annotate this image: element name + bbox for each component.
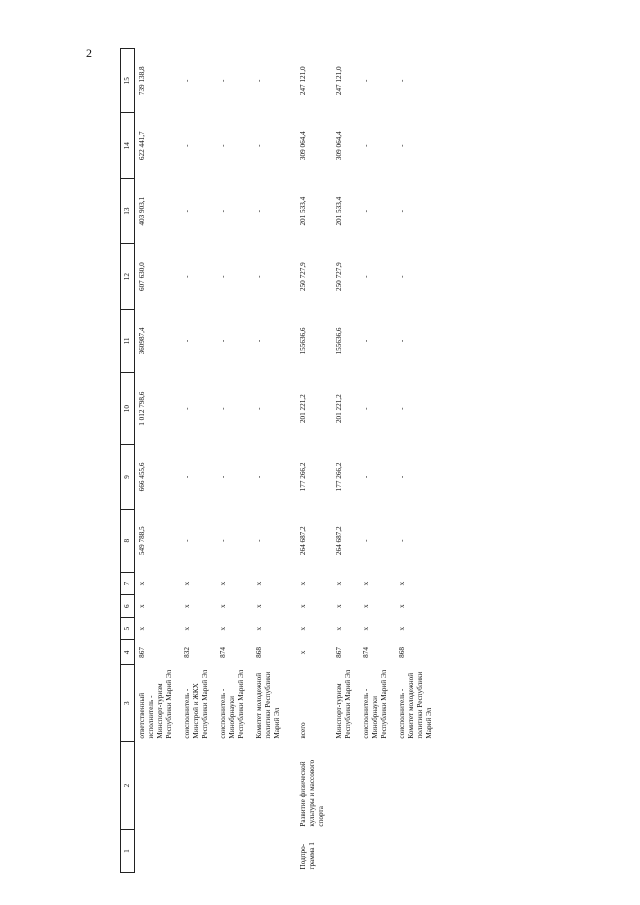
value-cell: - [219,79,227,82]
code-cell: х [255,626,263,631]
value-cell: - [255,339,263,343]
column-number: 5 [121,617,135,640]
value-cell: - [219,275,227,278]
code-cell: х [138,604,146,608]
executor-cell: соисполнитель - Комитет молодежной политики Республики Марий Эл [398,671,433,739]
value-cell: - [219,144,227,147]
value-cell: - [183,275,191,278]
code-cell: х [335,626,343,631]
value-cell: - [255,539,263,542]
table-row [332,49,359,873]
value-cell: 247 121,0 [299,66,307,96]
column-number-row [121,49,135,873]
value-cell: 309 064,4 [299,131,307,161]
value-cell: - [398,539,406,542]
column-number: 3 [121,665,135,742]
value-cell: - [398,475,406,479]
table-row [395,49,440,873]
code-cell: х [299,581,307,586]
value-cell: - [183,475,191,479]
value-cell: - [219,539,227,542]
table-row [216,49,252,873]
value-cell: - [362,209,370,213]
value-cell: 177 266,2 [299,462,307,492]
code-cell: х [183,581,191,586]
title-cell [252,742,296,830]
title-cell: Развитие физической культуры и массового спорта [299,759,325,827]
value-cell: - [255,144,263,147]
value-cell: 155636,6 [335,327,343,355]
value-cell: 201 533,4 [299,196,307,226]
code-cell: х [138,581,146,586]
program-cell [180,830,216,873]
value-cell: - [183,339,191,343]
budget-table [120,48,440,873]
program-cell: Подпро-грамма 1 [299,842,316,870]
value-cell: - [362,79,370,82]
program-cell [135,830,181,873]
value-cell: - [362,144,370,147]
code-cell: х [398,604,406,608]
value-cell: 739 138,8 [138,66,146,96]
code-cell: х [255,604,263,608]
column-number: 8 [121,509,135,572]
title-cell [332,742,359,830]
code-cell: х [362,626,370,631]
column-number: 4 [121,640,135,665]
table-row [252,49,296,873]
value-cell: 549 788,5 [138,526,146,556]
column-number: 14 [121,113,135,178]
code-cell: х [299,650,307,655]
column-number: 12 [121,244,135,309]
code-cell: х [362,604,370,608]
column-number: 11 [121,309,135,372]
code-cell: х [335,604,343,608]
value-cell: - [398,339,406,343]
value-cell: 155636,6 [299,327,307,355]
value-cell: - [255,407,263,410]
executor-cell: ответственный исполнитель - Минспорт-туризм Республики Марий Эл [138,669,173,739]
code-cell: 867 [335,647,343,658]
value-cell: - [219,475,227,479]
program-cell [216,830,252,873]
value-cell: - [219,209,227,213]
value-cell: 264 687,2 [299,526,307,556]
value-cell: - [362,539,370,542]
executor-cell: всего [299,722,307,739]
code-cell: х [138,626,146,631]
code-cell: 867 [138,647,146,658]
value-cell: - [398,407,406,410]
code-cell: х [219,626,227,631]
program-cell [252,830,296,873]
code-cell: 868 [255,647,263,658]
code-cell: х [398,626,406,631]
executor-cell: Комитет молодежной политики Республики Марий Эл [255,671,281,739]
code-cell: х [219,604,227,608]
code-cell: х [299,626,307,631]
value-cell: 403 903,1 [138,196,146,226]
value-cell: 247 121,0 [335,66,343,96]
code-cell: х [183,626,191,631]
code-cell: 874 [362,647,370,658]
value-cell: 201 533,4 [335,196,343,226]
code-cell: х [335,581,343,586]
value-cell: 201 221,2 [299,394,307,424]
value-cell: 250 727,9 [299,262,307,291]
value-cell: 607 630,0 [138,262,146,291]
value-cell: - [362,339,370,343]
executor-cell: соисполнитель - Минобрнауки Республики Марий Эл [362,669,388,739]
value-cell: - [398,275,406,278]
executor-cell: соисполнитель - Минстрой и ЖКХ Республики Марий Эл [183,669,209,739]
value-cell: 264 687,2 [335,526,343,556]
title-cell [216,742,252,830]
value-cell: 201 221,2 [335,394,343,424]
value-cell: - [255,275,263,278]
value-cell: 250 727,9 [335,262,343,291]
column-number: 7 [121,572,135,595]
table-row [180,49,216,873]
code-cell: х [183,604,191,608]
column-number: 13 [121,178,135,243]
program-cell [359,830,395,873]
page-number: 2 [86,46,92,60]
value-cell: - [183,407,191,410]
value-cell: - [183,209,191,213]
table-row [296,49,332,873]
value-cell: - [255,79,263,82]
program-cell [332,830,359,873]
value-cell: 309 064,4 [335,131,343,161]
title-cell [135,742,181,830]
code-cell: х [398,581,406,586]
code-cell: х [255,581,263,586]
value-cell: - [255,209,263,213]
code-cell: 868 [398,647,406,658]
value-cell: - [255,475,263,479]
table-row [359,49,395,873]
column-number: 6 [121,595,135,618]
code-cell: 832 [183,647,191,658]
table-row [135,49,181,873]
code-cell: 874 [219,647,227,658]
code-cell: х [362,581,370,586]
value-cell: 666 455,6 [138,462,146,492]
value-cell: - [362,407,370,410]
executor-cell: соисполнитель - Минобрнауки Республики Марий Эл [219,669,245,739]
value-cell: - [398,79,406,82]
value-cell: 622 441,7 [138,131,146,161]
column-number: 9 [121,445,135,509]
value-cell: 1 012 798,6 [138,391,146,426]
column-number: 1 [121,830,135,873]
value-cell: - [219,407,227,410]
program-cell [395,830,440,873]
column-number: 2 [121,742,135,830]
value-cell: - [398,144,406,147]
title-cell [395,742,440,830]
value-cell: 360987,4 [138,327,146,355]
value-cell: 177 266,2 [335,462,343,492]
value-cell: - [362,275,370,278]
value-cell: - [398,209,406,213]
rotated-table-container [120,48,640,873]
title-cell [359,742,395,830]
executor-cell: Минспорт-туризм Республики Марий Эл [335,669,352,739]
code-cell: х [299,604,307,608]
value-cell: - [219,339,227,343]
column-number: 15 [121,49,135,113]
value-cell: - [362,475,370,479]
value-cell: - [183,144,191,147]
column-number: 10 [121,373,135,445]
value-cell: - [183,79,191,82]
title-cell [180,742,216,830]
value-cell: - [183,539,191,542]
code-cell: х [219,581,227,586]
